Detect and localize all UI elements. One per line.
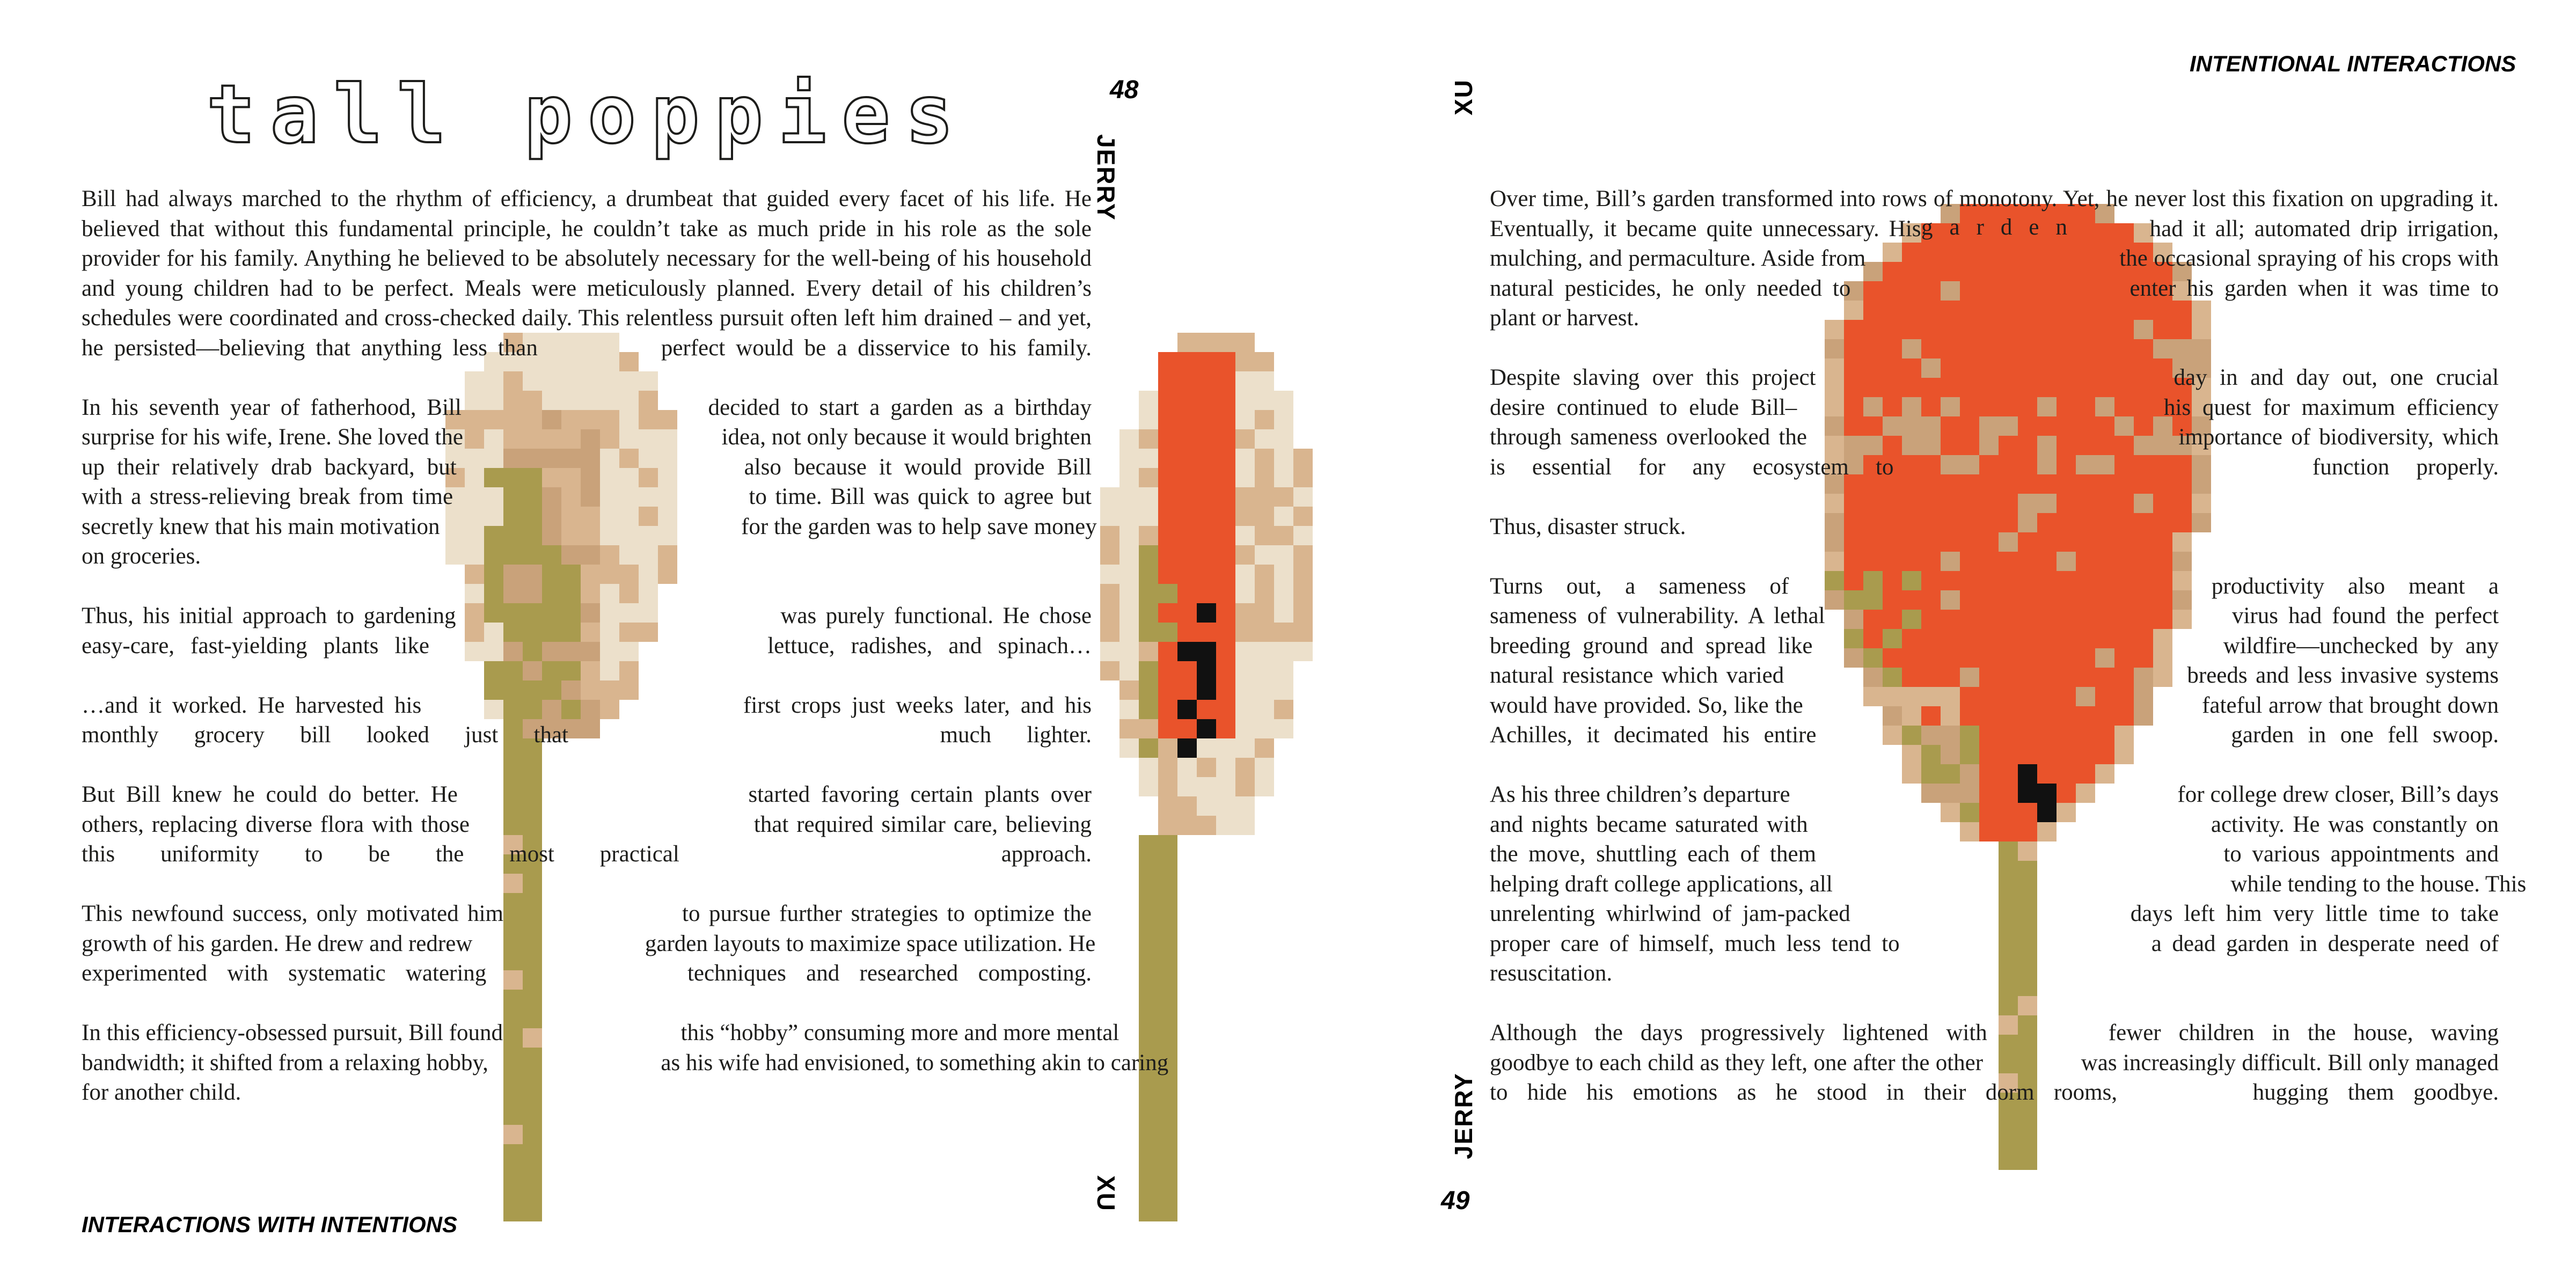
- pixel-poppy-bud-red-small: [1100, 333, 1401, 1245]
- text-segment: goodbye to each child as they left, one after the other: [1490, 1050, 1984, 1075]
- text-line: [82, 780, 1092, 810]
- text-segment: breeds and less invasive systems: [2187, 663, 2499, 688]
- text-segment: Eventually, it became quite unnecessary. His: [1490, 216, 1921, 241]
- text-line: [1490, 691, 2499, 721]
- text-segment: lettuce, radishes, and spinach…: [767, 633, 1092, 658]
- text-segment: approach.: [1001, 841, 1092, 867]
- text-line: [82, 333, 1092, 363]
- text-segment: that required similar care, believing: [753, 811, 1092, 837]
- paragraph: [1490, 184, 2499, 333]
- text-segment: secretly knew that his main motivation: [82, 514, 440, 539]
- text-segment: for the garden was to help save money: [741, 514, 1097, 539]
- text-segment: fewer children in the house, waving: [2108, 1020, 2499, 1045]
- text-line: [82, 810, 1092, 840]
- paragraph: [1490, 572, 2499, 750]
- text-segment: day in and day out, one crucial: [2174, 365, 2499, 390]
- running-author-jerry: JERRY: [1450, 1072, 1477, 1159]
- paragraph: [82, 899, 1096, 989]
- running-author-jerry: JERRY: [1092, 134, 1120, 221]
- text-segment: was increasingly difficult. Bill only managed: [2081, 1050, 2499, 1075]
- text-line: [82, 929, 1096, 959]
- text-segment: was purely functional. He chose: [780, 603, 1092, 628]
- text-segment: up their relatively drab backyard, but: [82, 454, 457, 480]
- paragraph: [82, 691, 1092, 750]
- text-segment: productivity also meant a: [2211, 573, 2499, 599]
- text-segment: would have provided. So, like the: [1490, 692, 1803, 718]
- text-segment: first crops just weeks later, and his: [743, 692, 1092, 718]
- text-segment: his quest for maximum efficiency: [2164, 394, 2499, 420]
- paragraph: [82, 780, 1092, 869]
- text-line: for another child.: [82, 1080, 241, 1105]
- text-segment: proper care of himself, much less tend to: [1490, 931, 1900, 956]
- text-line: [82, 1048, 1169, 1078]
- text-segment: monthly grocery bill looked just that: [82, 722, 569, 748]
- text-line: [1490, 1018, 2499, 1048]
- text-line: [82, 958, 1092, 989]
- text-segment: decided to start a garden as a birthday: [708, 394, 1092, 420]
- page-number: 48: [1110, 76, 1139, 104]
- page-title: [207, 68, 969, 162]
- text-line: [1490, 1048, 2499, 1078]
- text-segment: helping draft college applications, all: [1490, 871, 1833, 897]
- right-page: [1288, 0, 2576, 1288]
- text-segment: In this efficiency-obsessed pursuit, Bill found: [82, 1020, 503, 1045]
- text-segment: natural pesticides, he only needed to: [1490, 275, 1851, 301]
- paragraph: [82, 393, 1097, 572]
- text-segment: …and it worked. He harvested his: [82, 692, 422, 718]
- text-line: [82, 452, 1092, 482]
- text-segment: and nights became saturated with: [1490, 811, 1808, 837]
- paragraph: [82, 184, 1092, 363]
- svg-text:tall poppies: tall poppies: [207, 68, 969, 162]
- text-segment: others, replacing diverse flora with those: [82, 811, 470, 837]
- text-segment: for college drew closer, Bill’s days: [2177, 782, 2499, 807]
- body-text-right: [1490, 184, 2527, 1108]
- text-segment: fateful arrow that brought down: [2202, 692, 2499, 718]
- text-segment: to pursue further strategies to optimize the: [682, 901, 1092, 926]
- text-segment: bandwidth; it shifted from a relaxing hobby,: [82, 1050, 488, 1075]
- text-segment: this “hobby” consuming more and more mental: [680, 1020, 1119, 1045]
- text-segment: hugging them goodbye.: [2252, 1080, 2499, 1105]
- text-segment: In his seventh year of fatherhood, Bill: [82, 394, 462, 420]
- text-segment: garden in one fell swoop.: [2231, 722, 2499, 748]
- paragraph: [82, 601, 1092, 661]
- text-line: plant or harvest.: [1490, 305, 1640, 331]
- text-line: [1490, 244, 2499, 274]
- text-segment: Thus, his initial approach to gardening: [82, 603, 456, 628]
- footer-section-title: INTERACTIONS WITH INTENTIONS: [82, 1212, 457, 1237]
- text-segment: also because it would provide Bill: [744, 454, 1092, 480]
- paragraph: [1490, 512, 2499, 542]
- text-line: [1490, 422, 2499, 452]
- paragraph: [82, 1018, 1169, 1108]
- inline-word-garden: garden: [1921, 215, 2084, 240]
- paragraph: [1490, 363, 2499, 482]
- text-segment: with a stress-relieving break from time: [82, 484, 453, 509]
- text-segment: But Bill knew he could do better. He: [82, 782, 458, 807]
- text-segment: days left him very little time to take: [2130, 901, 2499, 926]
- text-segment: techniques and researched composting.: [687, 961, 1092, 986]
- text-segment: had it all; automated drip irrigation,: [2149, 216, 2499, 241]
- text-segment: experimented with systematic watering: [82, 961, 487, 986]
- text-line: [1490, 452, 2499, 482]
- text-segment: Achilles, it decimated his entire: [1490, 722, 1817, 748]
- text-line: [82, 393, 1092, 423]
- text-segment: easy-care, fast-yielding plants like: [82, 633, 429, 658]
- text-segment: virus had found the perfect: [2231, 603, 2499, 628]
- text-line: [82, 720, 1092, 750]
- text-segment: a dead garden in desperate need of: [2151, 931, 2499, 956]
- text-line: [1490, 869, 2527, 899]
- running-author-xu: XU: [1450, 79, 1477, 115]
- text-segment: through sameness overlooked the: [1490, 425, 1807, 450]
- text-segment: wildfire—unchecked by any: [2223, 633, 2499, 658]
- text-line: [82, 631, 1092, 661]
- text-segment: sameness of vulnerability. A lethal: [1490, 603, 1825, 628]
- text-segment: unrelenting whirlwind of jam-packed: [1490, 901, 1850, 926]
- text-segment: mulching, and permaculture. Aside from: [1490, 246, 1866, 271]
- text-line: [82, 512, 1097, 542]
- text-segment: as his wife had envisioned, to something akin to caring: [661, 1050, 1169, 1075]
- text-segment: surprise for his wife, Irene. She loved the: [82, 425, 463, 450]
- text-line: [1490, 572, 2499, 602]
- text-segment: breeding ground and spread like: [1490, 633, 1813, 658]
- text-line: [1490, 810, 2499, 840]
- text-line: [82, 422, 1092, 452]
- text-line: [1490, 363, 2499, 393]
- text-line: [82, 1018, 1119, 1048]
- text-line: on groceries.: [82, 544, 201, 569]
- text-segment: the occasional spraying of his crops with: [2119, 246, 2499, 271]
- text-line: resuscitation.: [1490, 961, 1613, 986]
- text-segment: started favoring certain plants over: [748, 782, 1092, 807]
- text-segment: much lighter.: [940, 722, 1092, 748]
- text-line: [1490, 274, 2499, 304]
- text-segment: function properly.: [2312, 454, 2499, 480]
- text-segment: perfect would be a disservice to his family.: [661, 335, 1092, 361]
- text-line: Over time, Bill’s garden transformed into rows of monotony. Yet, he never lost this fixation on upgrading it.: [1490, 186, 2499, 211]
- text-segment: desire continued to elude Bill–: [1490, 394, 1797, 420]
- text-segment: to hide his emotions as he stood in their dorm rooms,: [1490, 1080, 2118, 1105]
- paragraph: [1490, 780, 2527, 989]
- text-segment: natural resistance which varied: [1490, 663, 1784, 688]
- body-text-left: [82, 184, 1169, 1108]
- text-segment: idea, not only because it would brighten: [721, 425, 1092, 450]
- text-line: provider for his family. Anything he believed to be absolutely necessary for the well-being of his household: [82, 246, 1092, 271]
- text-segment: activity. He was constantly on: [2211, 811, 2499, 837]
- text-line: schedules were coordinated and cross-checked daily. This relentless pursuit often left him drained – and yet,: [82, 305, 1092, 331]
- text-line: [82, 691, 1092, 721]
- text-line: Thus, disaster struck.: [1490, 514, 1686, 539]
- text-segment: the move, shuttling each of them: [1490, 841, 1817, 867]
- text-line: [1490, 393, 2499, 423]
- text-line: [1490, 661, 2499, 691]
- text-line: [82, 601, 1092, 631]
- text-segment: this uniformity to be the most practical: [82, 841, 679, 867]
- text-line: and young children had to be perfect. Meals were meticulously planned. Every detail of his children’s: [82, 275, 1092, 301]
- text-line: [82, 899, 1092, 929]
- text-line: [82, 482, 1092, 512]
- paragraph: [1490, 1018, 2499, 1108]
- text-segment: Despite slaving over this project: [1490, 365, 1816, 390]
- text-line: [82, 839, 1092, 869]
- text-line: [1490, 601, 2499, 631]
- text-segment: is essential for any ecosystem to: [1490, 454, 1894, 480]
- text-segment: growth of his garden. He drew and redrew: [82, 931, 473, 956]
- text-segment: enter his garden when it was time to: [2129, 275, 2499, 301]
- text-segment: he persisted—believing that anything less than: [82, 335, 538, 361]
- header-section-title: INTENTIONAL INTERACTIONS: [2190, 51, 2516, 76]
- text-line: [1490, 780, 2499, 810]
- text-line: [1490, 899, 2499, 929]
- text-line: [1490, 839, 2499, 869]
- text-segment: to various appointments and: [2223, 841, 2499, 867]
- text-segment: Turns out, a sameness of: [1490, 573, 1789, 599]
- text-line: Bill had always marched to the rhythm of efficiency, a drumbeat that guided every facet of his life. He: [82, 186, 1092, 211]
- text-segment: to time. Bill was quick to agree but: [749, 484, 1092, 509]
- text-segment: Although the days progressively lightened with: [1490, 1020, 1987, 1045]
- running-author-xu: XU: [1092, 1175, 1120, 1212]
- text-segment: As his three children’s departure: [1490, 782, 1790, 807]
- text-segment: garden layouts to maximize space utilization. He: [645, 931, 1096, 956]
- text-segment: This newfound success, only motivated him: [82, 901, 503, 926]
- text-segment: while tending to the house. This: [2230, 871, 2527, 897]
- text-line: [1490, 720, 2499, 750]
- text-segment: importance of biodiversity, which: [2178, 425, 2499, 450]
- text-line: [1490, 631, 2499, 661]
- text-line: [1490, 1078, 2499, 1108]
- text-line: believed that without this fundamental principle, he couldn’t take as much pride in his role as the sole: [82, 216, 1092, 241]
- page-number: 49: [1441, 1187, 1470, 1215]
- text-line: [1490, 929, 2499, 959]
